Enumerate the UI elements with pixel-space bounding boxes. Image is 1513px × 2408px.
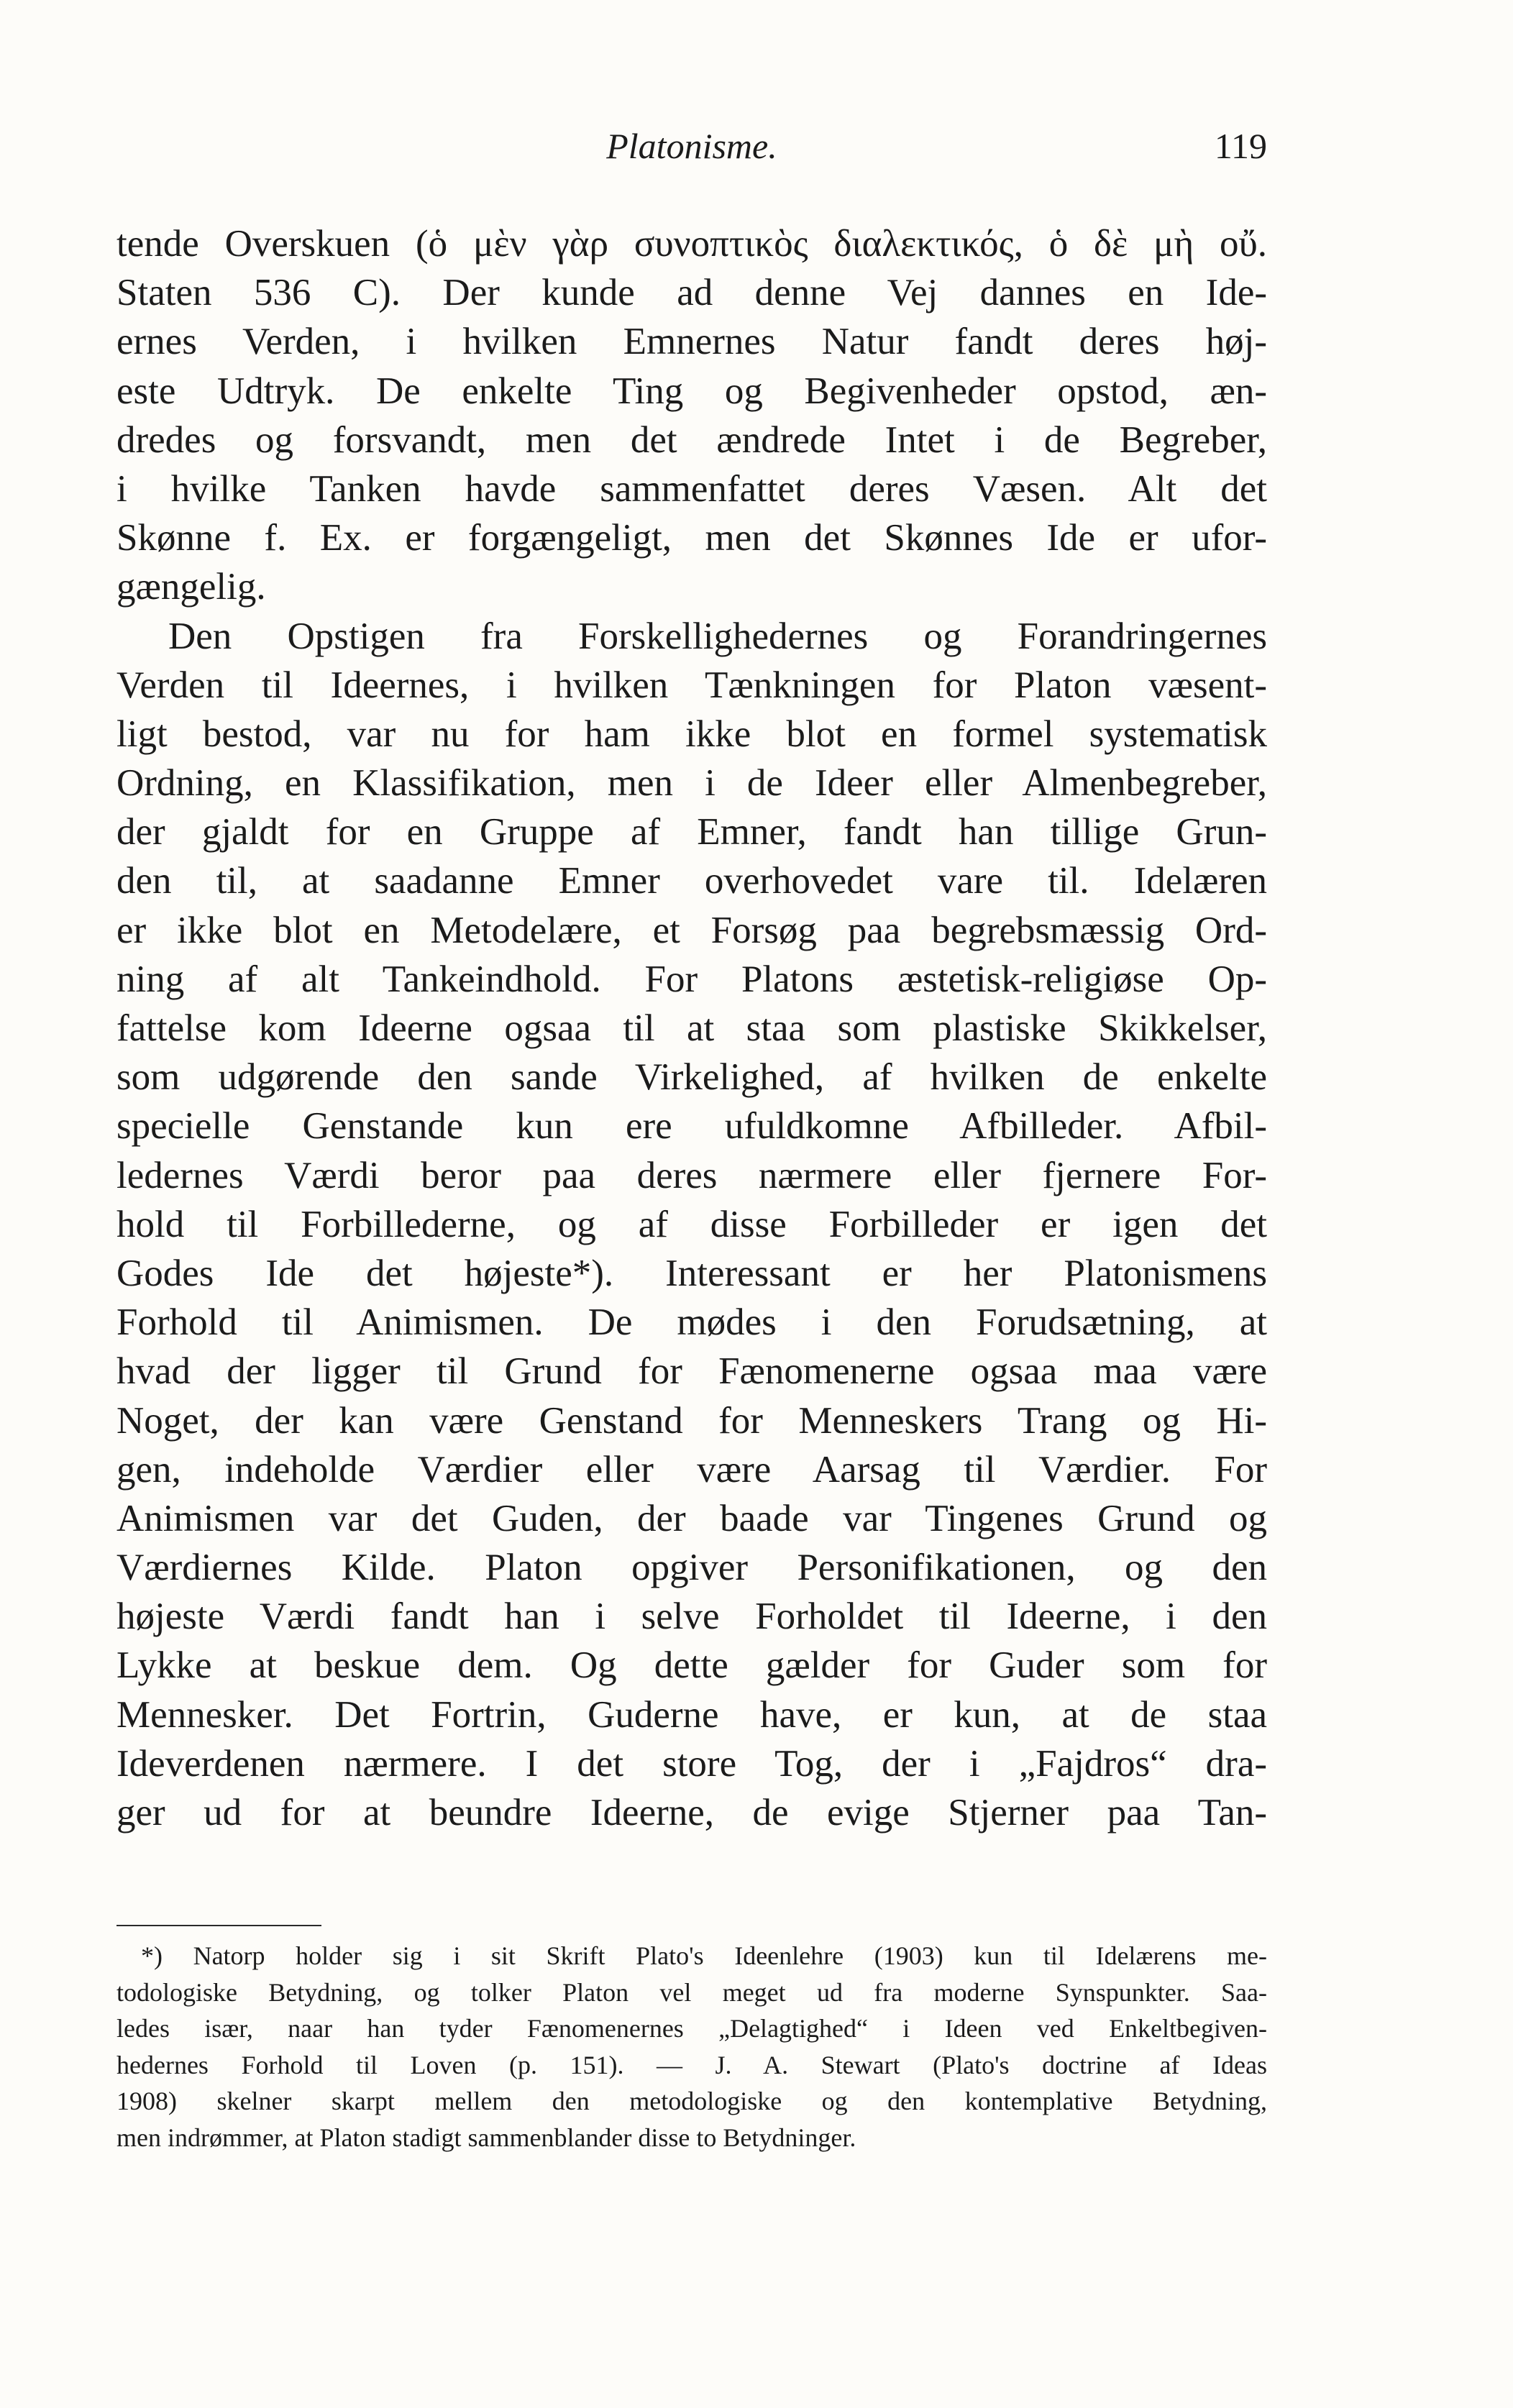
- footnote-line: *) Natorp holder sig i sit Skrift Plato's Ideenlehre (1903) kun til Idelærens me-: [141, 1941, 1267, 1970]
- text-line: som udgørende den sande Virkelighed, af hvilken de enkelte: [116, 1056, 1267, 1099]
- footnote-divider: [116, 1925, 321, 1926]
- text-line: ger ud for at beundre Ideerne, de evige Stjerner paa Tan-: [116, 1792, 1267, 1834]
- text-line: Noget, der kan være Genstand for Menneskers Trang og Hi-: [116, 1399, 1267, 1442]
- text-line: Ordning, en Klassifikation, men i de Ideer eller Almenbegreber,: [116, 762, 1267, 805]
- footnote-line: men indrømmer, at Platon stadigt sammenblander disse to Betydninger.: [116, 2123, 856, 2152]
- text-line: ernes Verden, i hvilken Emnernes Natur fandt deres høj-: [116, 321, 1267, 363]
- text-line: højeste Værdi fandt han i selve Forholdet til Ideerne, i den: [116, 1596, 1267, 1638]
- text-line: hvad der ligger til Grund for Fænomenerne ogsaa maa være: [116, 1350, 1267, 1393]
- text-line: Den Opstigen fra Forskellighedernes og Forandringernes: [168, 615, 1267, 657]
- text-line: Forhold til Animismen. De mødes i den Forudsætning, at: [116, 1301, 1267, 1344]
- text-line: Verden til Ideernes, i hvilken Tænkningen for Platon væsent-: [116, 664, 1267, 706]
- text-line: den til, at saadanne Emner overhovedet vare til. Idelæren: [116, 860, 1267, 902]
- text-line: Animismen var det Guden, der baade var Tingenes Grund og: [116, 1497, 1267, 1539]
- text-line: der gjaldt for en Gruppe af Emner, fandt han tillige Grun-: [116, 811, 1267, 853]
- text-line: dredes og forsvandt, men det ændrede Intet i de Begreber,: [116, 418, 1267, 461]
- running-title: Platonisme.: [606, 126, 777, 166]
- footnote-line: ledes især, naar han tyder Fænomenernes „Delagtighed“ i Ideen ved Enkeltbegiven-: [116, 2014, 1267, 2043]
- text-line: ledernes Værdi beror paa deres nærmere eller fjernere For-: [116, 1154, 1267, 1196]
- text-line: er ikke blot en Metodelære, et Forsøg paa begrebsmæssig Ord-: [116, 909, 1267, 951]
- text-line: tende Overskuen (ὁ μὲν γὰρ συνοπτικὸς διαλεκτικός, ὁ δὲ μὴ οὔ.: [116, 223, 1267, 265]
- running-head: [116, 114, 1267, 178]
- text-line: i hvilke Tanken havde sammenfattet deres Væsen. Alt det: [116, 467, 1267, 510]
- footnote-line: hedernes Forhold til Loven (p. 151). — J. A. Stewart (Plato's doctrine af Ideas: [116, 2050, 1267, 2079]
- text-line: ning af alt Tankeindhold. For Platons æstetisk-religiøse Op-: [116, 958, 1267, 1000]
- text-line: gen, indeholde Værdier eller være Aarsag til Værdier. For: [116, 1448, 1267, 1491]
- footnote-line: 1908) skelner skarpt mellem den metodologiske og den kontemplative Betydning,: [116, 2087, 1267, 2115]
- text-line: gængelig.: [116, 566, 266, 608]
- text-line: fattelse kom Ideerne ogsaa til at staa som plastiske Skikkelser,: [116, 1007, 1267, 1049]
- text-line: Værdiernes Kilde. Platon opgiver Personifikationen, og den: [116, 1547, 1267, 1589]
- text-line: hold til Forbillederne, og af disse Forbilleder er igen det: [116, 1203, 1267, 1245]
- page-number: 119: [1214, 126, 1267, 166]
- text-line: Staten 536 C). Der kunde ad denne Vej dannes en Ide-: [116, 272, 1267, 314]
- text-line: ligt bestod, var nu for ham ikke blot en formel systematisk: [116, 713, 1267, 755]
- text-line: Mennesker. Det Fortrin, Guderne have, er kun, at de staa: [116, 1693, 1267, 1736]
- text-line: este Udtryk. De enkelte Ting og Begivenheder opstod, æn-: [116, 370, 1267, 412]
- text-line: Godes Ide det højeste*). Interessant er her Platonismens: [116, 1252, 1267, 1294]
- text-line: Ideverdenen nærmere. I det store Tog, der i „Fajdros“ dra-: [116, 1742, 1267, 1785]
- text-line: specielle Genstande kun ere ufuldkomne Afbilleder. Afbil-: [116, 1105, 1267, 1148]
- footnote-line: todologiske Betydning, og tolker Platon vel meget ud fra moderne Synspunkter. Saa-: [116, 1977, 1267, 2007]
- body-text: [116, 219, 1267, 1837]
- text-line: Lykke at beskue dem. Og dette gælder for Guder som for: [116, 1644, 1267, 1687]
- footnotes: [116, 1938, 1267, 2156]
- text-line: Skønne f. Ex. er forgængeligt, men det Skønnes Ide er ufor-: [116, 517, 1267, 559]
